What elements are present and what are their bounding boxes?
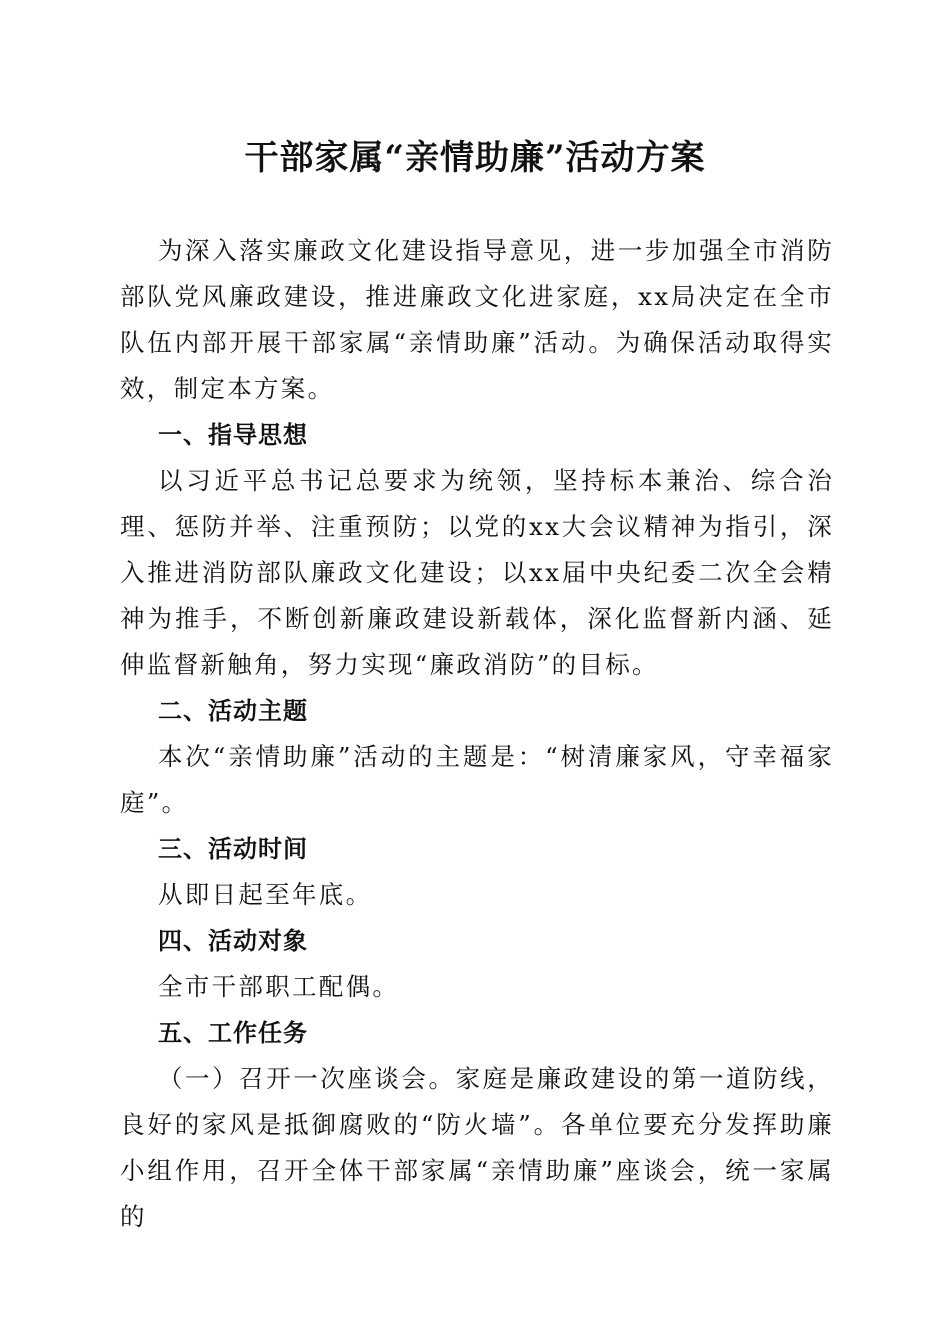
section-paragraph: 以习近平总书记总要求为统领，坚持标本兼治、综合治理、惩防并举、注重预防；以党的xx大会议精神为指引，深入推进消防部队廉政文化建设；以xx届中央纪委二次全会精神为推手，不断创新廉政建设新载体，深化监督新内涵、延伸监督新触角，努力实现“廉政消防”的目标。 [120,466,834,679]
document-title: 干部家属“亲情助廉”活动方案 [244,138,706,178]
intro-paragraph: 为深入落实廉政文化建设指导意见，进一步加强全市消防部队党风廉政建设，推进廉政文化进家庭，xx局决定在全市队伍内部开展干部家属“亲情助廉”活动。为确保活动取得实效，制定本方案。 [120,236,834,403]
section-paragraph: 从即日起至年底。 [158,880,373,909]
section-heading: 四、活动对象 [158,927,308,955]
section-paragraph: 本次“亲情助廉”活动的主题是：“树清廉家风，守幸福家庭”。 [120,742,834,817]
document-body [120,228,834,1240]
section-activity-theme [120,688,834,826]
section-paragraph: 全市干部职工配偶。 [158,972,400,1001]
section-activity-target [120,918,834,1010]
section-activity-time [120,826,834,918]
section-guiding-ideology [120,412,834,688]
section-heading: 二、活动主题 [158,697,308,725]
section-work-tasks [120,1010,834,1240]
section-heading: 一、指导思想 [158,421,308,449]
section-heading: 三、活动时间 [158,835,308,863]
section-paragraph: （一）召开一次座谈会。家庭是廉政建设的第一道防线，良好的家风是抵御腐败的“防火墙”。各单位要充分发挥助廉小组作用，召开全体干部家属“亲情助廉”座谈会，统一家属的 [120,1064,834,1231]
section-heading: 五、工作任务 [158,1019,308,1047]
